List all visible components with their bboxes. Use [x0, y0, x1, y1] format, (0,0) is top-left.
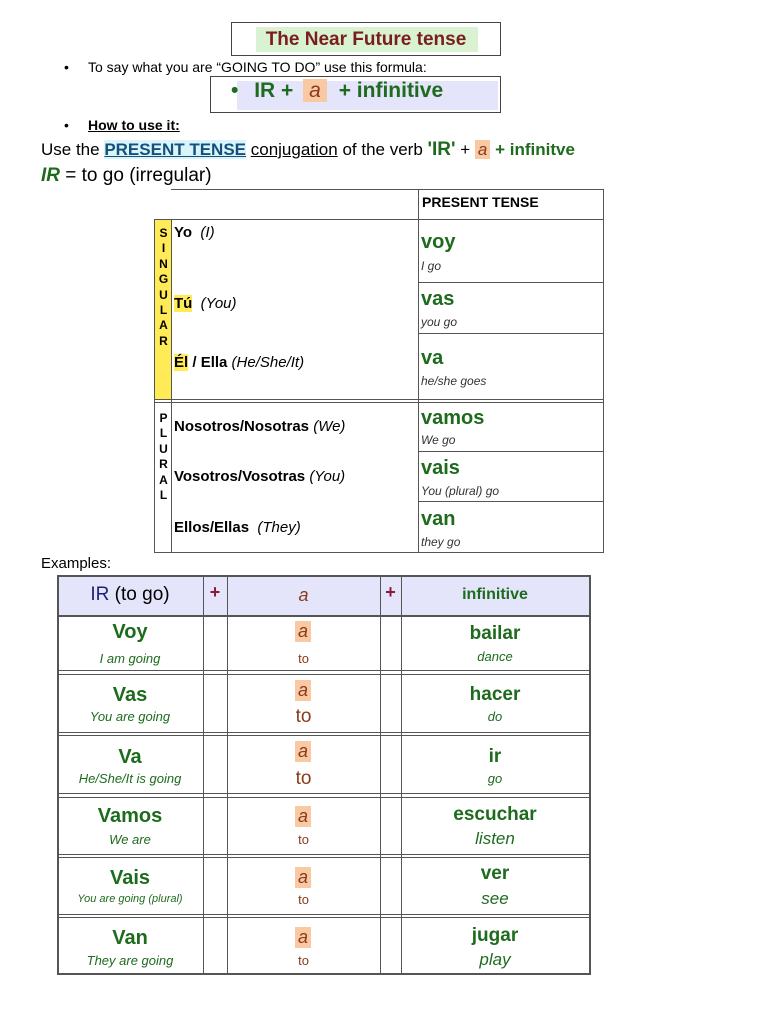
- plural-letter: A: [159, 472, 168, 487]
- usage-text: +: [455, 140, 475, 159]
- plus-icon: +: [385, 582, 396, 602]
- example-to: to: [298, 651, 309, 666]
- singular-letter: A: [159, 318, 168, 333]
- plural-letter: P: [159, 411, 168, 425]
- gloss-vais: You (plural) go: [421, 484, 500, 498]
- usage-text: of the verb: [337, 140, 428, 159]
- usage-text: Use the: [41, 140, 105, 159]
- usage-infinitive: + infinitve: [490, 140, 575, 159]
- plural-letter: U: [159, 441, 168, 456]
- header-ir: [57, 584, 203, 606]
- pronoun-text: Nosotros/Nosotras: [174, 418, 310, 435]
- example-infinitive: ir: [488, 746, 502, 767]
- formula-box: [210, 76, 501, 113]
- example-gloss: I am going: [99, 651, 161, 666]
- plural-label: [155, 411, 172, 503]
- pronoun-text: Yo: [174, 224, 193, 241]
- example-infinitive-gloss: see: [481, 889, 509, 908]
- example-a: a: [295, 927, 311, 948]
- gloss-vas: you go: [421, 315, 458, 329]
- example-a: a: [295, 741, 311, 762]
- singular-letter: S: [159, 226, 168, 240]
- pronoun-english: (I): [200, 224, 215, 241]
- verb-voy: voy: [421, 231, 456, 253]
- example-infinitive-gloss: dance: [477, 649, 513, 664]
- page-title: The Near Future tense: [265, 29, 467, 50]
- verb-vas: vas: [421, 288, 455, 310]
- plus-icon: +: [209, 582, 221, 602]
- usage-instruction: [41, 139, 575, 161]
- bullet-formula-intro: [64, 59, 427, 75]
- header-infinitive: infinitive: [462, 586, 528, 603]
- example-to: to: [295, 706, 312, 727]
- example-gloss: They are going: [86, 953, 174, 968]
- ir-word: IR: [41, 165, 60, 186]
- example-gloss: We are: [109, 832, 151, 847]
- singular-letter: R: [159, 333, 168, 348]
- singular-letter: N: [159, 256, 168, 271]
- pronoun-yo: [174, 224, 215, 241]
- example-verb-vas: Vas: [112, 684, 148, 706]
- example-infinitive-gloss: play: [479, 950, 511, 969]
- example-a: a: [295, 867, 311, 888]
- verb-va: va: [421, 347, 444, 369]
- formula-bullet: •: [231, 79, 239, 102]
- singular-label: [155, 226, 172, 349]
- example-a: a: [295, 680, 311, 701]
- pronoun-english: (He/She/It): [231, 354, 305, 371]
- verb-vamos: vamos: [421, 407, 485, 429]
- pronoun-text: Ellos/Ellas: [174, 519, 250, 536]
- how-to-heading: How to use it:: [88, 117, 180, 133]
- bullet-how-to: [64, 117, 180, 133]
- example-infinitive: hacer: [469, 684, 521, 705]
- bullet-dot: •: [64, 117, 69, 133]
- example-infinitive-gloss: listen: [475, 829, 515, 848]
- a-highlight: a: [475, 140, 490, 159]
- example-gloss: You are going (plural): [77, 893, 183, 905]
- examples-table: [57, 575, 591, 975]
- example-infinitive-gloss: go: [487, 771, 503, 786]
- header-ir-gloss: (to go): [109, 584, 170, 605]
- singular-letter: G: [158, 272, 169, 287]
- formula-text: [231, 79, 443, 103]
- pronoun-nosotros: [174, 418, 345, 435]
- pronoun-vosotros: [174, 468, 345, 485]
- plural-letter: L: [159, 426, 168, 441]
- formula-ir: IR +: [254, 79, 294, 102]
- example-infinitive-gloss: do: [487, 709, 503, 724]
- example-verb-van: Van: [112, 927, 148, 949]
- verb-vais: vais: [421, 457, 460, 479]
- example-to: to: [298, 832, 309, 847]
- present-tense-highlight: PRESENT TENSE: [104, 140, 247, 159]
- pronoun-text: Tú: [174, 295, 193, 312]
- pronoun-english: (We): [313, 418, 346, 435]
- ir-definition: [41, 165, 212, 187]
- example-infinitive: escuchar: [453, 804, 537, 825]
- pronoun-text: Vosotros/Vosotras: [174, 468, 306, 485]
- example-infinitive: ver: [480, 863, 510, 884]
- pronoun-text: Él: [174, 354, 189, 371]
- singular-letter: L: [159, 303, 168, 318]
- singular-letter: U: [159, 287, 168, 302]
- example-gloss: He/She/It is going: [78, 771, 182, 786]
- header-a: a: [298, 585, 309, 605]
- example-to: to: [298, 892, 309, 907]
- example-gloss: You are going: [89, 709, 171, 724]
- pronoun-english: (They): [257, 519, 301, 536]
- singular-letter: I: [161, 241, 166, 256]
- ir-definition-text: = to go (irregular): [60, 165, 212, 186]
- example-infinitive: jugar: [471, 925, 519, 946]
- present-tense-header: PRESENT TENSE: [422, 194, 539, 210]
- example-infinitive: bailar: [469, 623, 521, 644]
- example-to: to: [298, 953, 309, 968]
- pronoun-english: (You): [200, 295, 237, 312]
- gloss-van: they go: [421, 535, 461, 549]
- pronoun-tu: [174, 295, 237, 312]
- examples-label: Examples:: [41, 555, 112, 572]
- gloss-vamos: We go: [421, 433, 456, 447]
- pronoun-english: (You): [309, 468, 346, 485]
- example-to: to: [295, 768, 312, 789]
- header-ir-word: IR: [90, 584, 110, 605]
- formula-intro-text: To say what you are “GOING TO DO” use this formula:: [88, 59, 427, 75]
- title-box: [231, 22, 501, 56]
- example-verb-voy: Voy: [112, 621, 148, 643]
- plural-letter: R: [159, 457, 168, 472]
- ir-quoted: 'IR': [427, 139, 456, 160]
- plural-letter: L: [159, 488, 168, 503]
- formula-plus-infinitive: + infinitive: [338, 79, 444, 102]
- example-a: a: [295, 806, 311, 827]
- bullet-dot: •: [64, 59, 69, 75]
- formula-a: a: [303, 79, 327, 102]
- example-verb-vamos: Vamos: [97, 805, 163, 827]
- conjugation-word: conjugation: [250, 140, 338, 159]
- conjugation-table: [154, 189, 604, 553]
- verb-van: van: [421, 508, 456, 530]
- gloss-va: he/she goes: [421, 374, 487, 388]
- example-verb-vais: Vais: [109, 867, 151, 889]
- gloss-voy: I go: [421, 259, 442, 273]
- example-a: a: [295, 621, 311, 642]
- pronoun-el: [174, 354, 304, 371]
- example-verb-va: Va: [118, 746, 142, 768]
- pronoun-ellos: [174, 519, 301, 536]
- pronoun-text: / Ella: [188, 354, 228, 371]
